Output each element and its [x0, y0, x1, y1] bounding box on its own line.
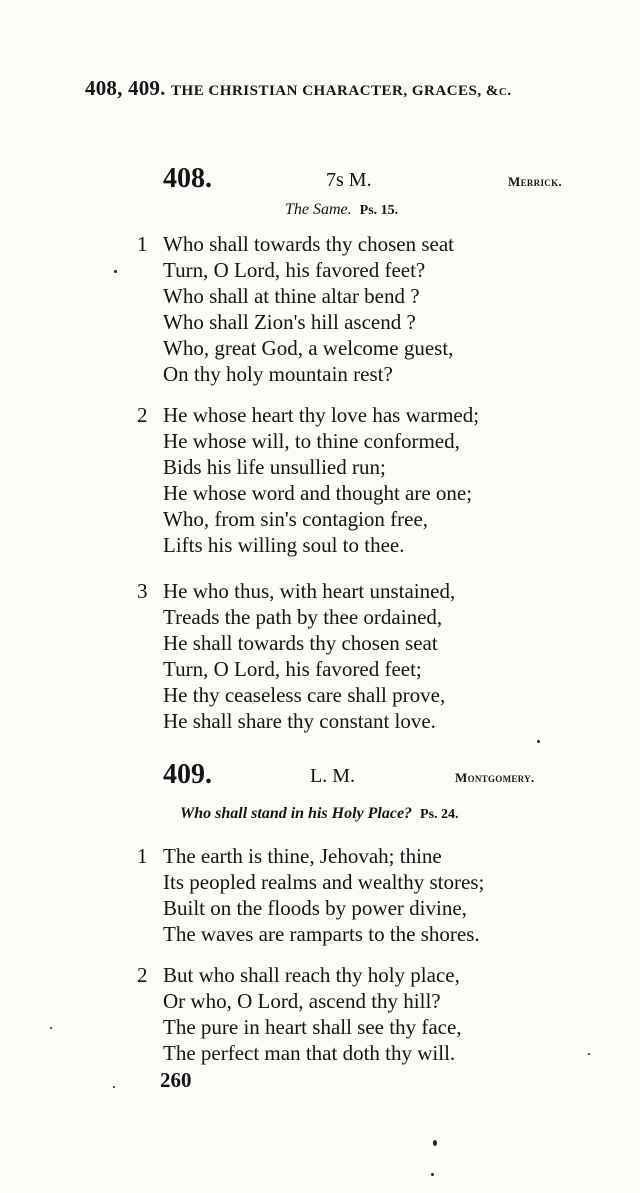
hymn-408-stanza-2 [137, 402, 597, 558]
scan-speck [431, 1173, 434, 1176]
hymn-408-header [0, 163, 640, 197]
hymn-409-header [0, 759, 640, 793]
verse-line: The pure in heart shall see thy face, [163, 1015, 462, 1039]
stanza-number: 3 [137, 579, 148, 603]
verse-line: 3 He who thus, with heart unstained, [137, 579, 456, 603]
scan-speck [537, 740, 540, 743]
verse-line: Treads the path by thee ordained, [163, 605, 443, 629]
hymn-scripture-reference: Ps. 15. [359, 203, 399, 218]
verse-line: Its peopled realms and wealthy stores; [163, 870, 485, 894]
verse-line: Turn, O Lord, his favored feet; [163, 657, 422, 681]
scan-speck [433, 1140, 437, 1146]
hymn-409-stanza-2 [137, 962, 597, 1066]
running-head-title: THE CHRISTIAN CHARACTER, GRACES, &c. [171, 83, 512, 99]
hymn-subtitle-text: Who shall stand in his Holy Place? [180, 805, 413, 822]
verse-line: 1 Who shall towards thy chosen seat [137, 232, 455, 256]
verse-line: Who, from sin's contagion free, [163, 507, 429, 531]
running-head [85, 76, 605, 101]
verse-line: He whose will, to thine conformed, [163, 429, 460, 453]
scan-speck [50, 1027, 52, 1029]
hymn-scripture-reference: Ps. 24. [420, 807, 459, 822]
scan-speck [588, 1053, 590, 1055]
running-head-pages: 408, 409. [85, 76, 166, 100]
hymn-subtitle-text: The Same. [285, 201, 352, 218]
verse-line: Turn, O Lord, his favored feet? [163, 258, 426, 282]
hymn-409-stanza-1 [137, 843, 597, 947]
stanza-number: 2 [137, 403, 148, 427]
verse-line: Bids his life unsullied run; [163, 455, 386, 479]
verse-line: 2 He whose heart thy love has warmed; [137, 403, 480, 427]
scan-speck [114, 270, 117, 273]
page-number: 260 [160, 1068, 192, 1092]
verse-line: Who, great God, a welcome guest, [163, 336, 454, 360]
hymn-number: 408. [163, 163, 212, 194]
scan-speck [113, 1086, 115, 1088]
verse-line: Who shall at thine altar bend ? [163, 284, 420, 308]
hymn-number: 409. [163, 759, 212, 790]
verse-line: Built on the floods by power divine, [163, 896, 467, 920]
verse-line: He thy ceaseless care shall prove, [163, 683, 446, 707]
verse-line: He shall towards thy chosen seat [163, 631, 438, 655]
verse-line: Lifts his willing soul to thee. [163, 533, 405, 557]
hymn-408-subtitle [285, 201, 398, 219]
hymn-408-stanza-3 [137, 578, 597, 734]
verse-line: 2 But who shall reach thy holy place, [137, 963, 460, 987]
hymn-author: Merrick. [508, 174, 562, 189]
hymn-409-subtitle [180, 805, 459, 823]
hymn-meter: 7s M. [326, 169, 372, 191]
verse-line: The waves are ramparts to the shores. [163, 922, 480, 946]
hymn-author: Montgomery. [455, 770, 535, 785]
stanza-number: 1 [137, 232, 148, 256]
stanza-number: 2 [137, 963, 148, 987]
hymn-408-stanza-1 [137, 231, 597, 387]
verse-line: He shall share thy constant love. [163, 709, 436, 733]
verse-line: Or who, O Lord, ascend thy hill? [163, 989, 441, 1013]
verse-line: The perfect man that doth thy will. [163, 1041, 456, 1065]
stanza-number: 1 [137, 844, 148, 868]
hymn-meter: L. M. [310, 765, 355, 787]
verse-line: On thy holy mountain rest? [163, 362, 393, 386]
verse-line: 1 The earth is thine, Jehovah; thine [137, 844, 442, 868]
verse-line: Who shall Zion's hill ascend ? [163, 310, 416, 334]
verse-line: He whose word and thought are one; [163, 481, 473, 505]
